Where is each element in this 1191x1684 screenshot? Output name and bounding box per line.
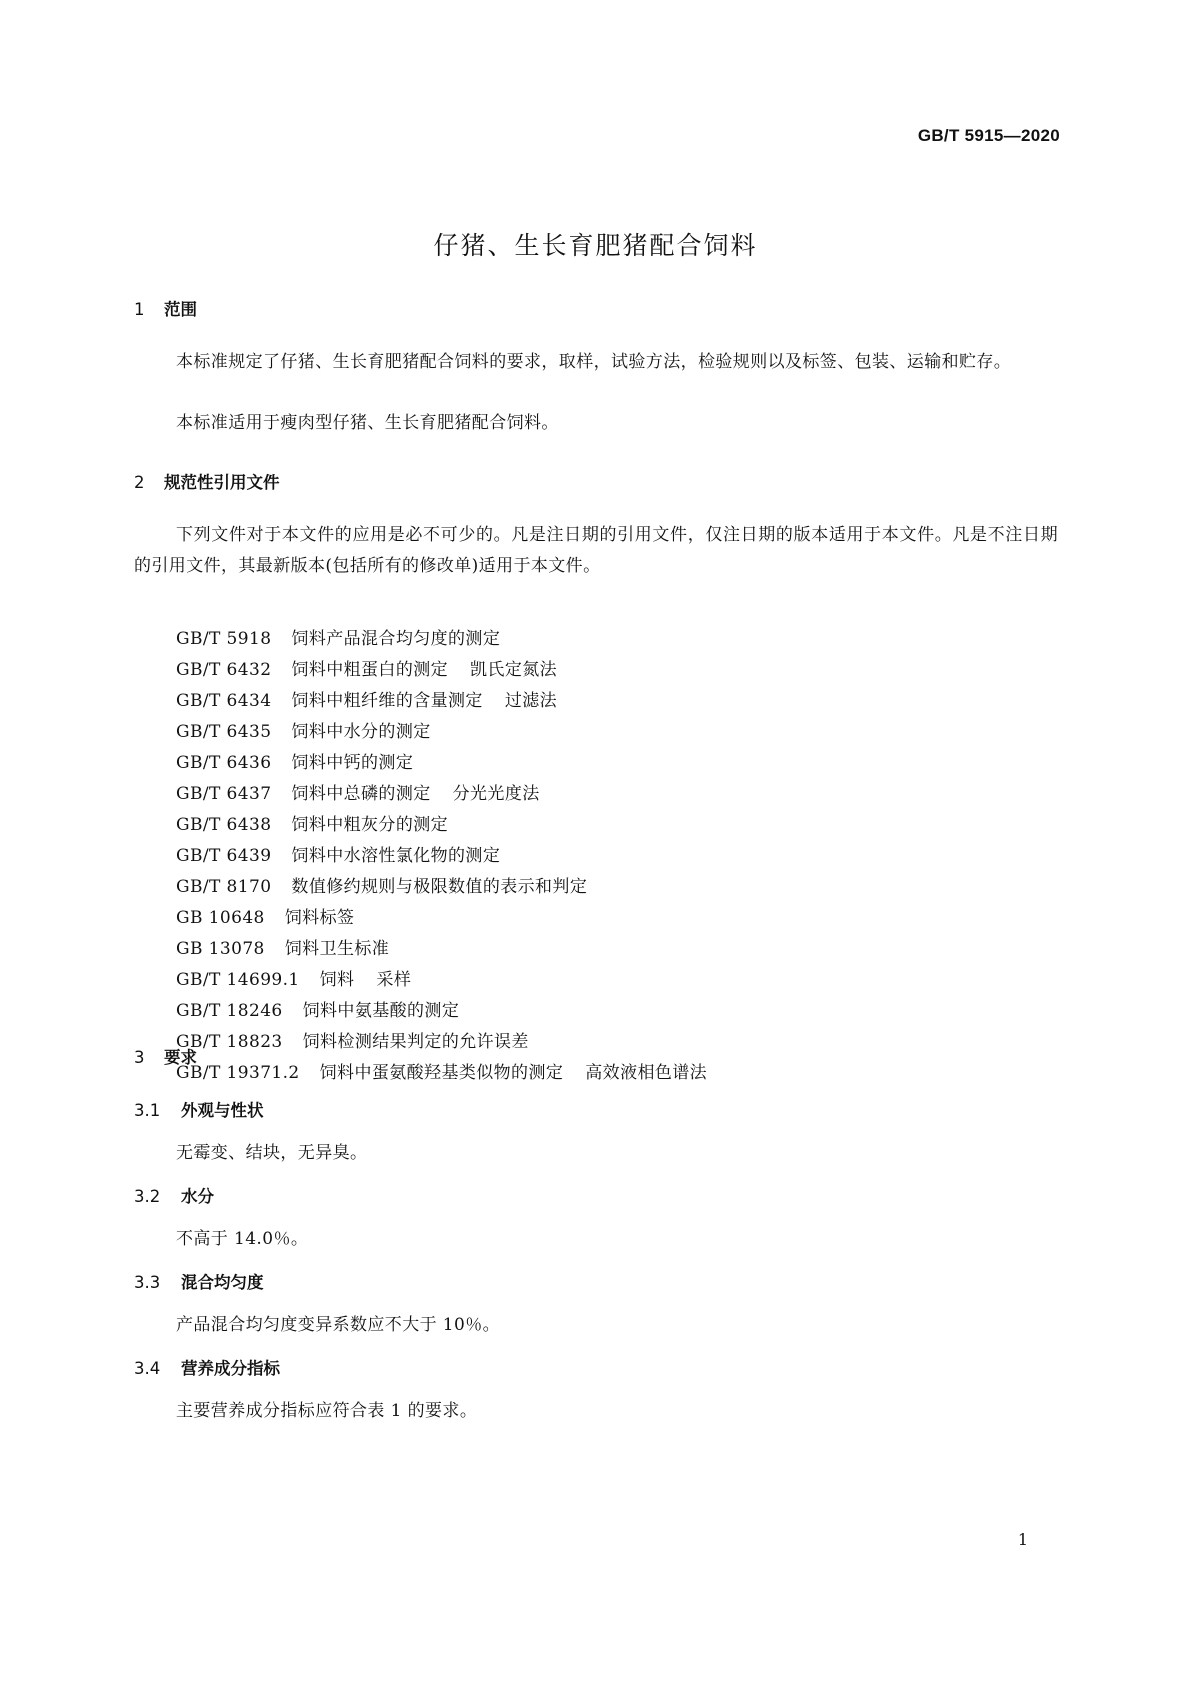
section-title: 范围 [164, 300, 197, 319]
subsection-3-3-heading [134, 1269, 264, 1293]
subsection-number: 3.2 [134, 1187, 161, 1206]
subsection-3-2-text: 不高于 14.0％。 [176, 1229, 309, 1249]
reference-title: 饲料中粗纤维的含量测定 [291, 691, 483, 711]
reference-method: 分光光度法 [452, 784, 540, 804]
reference-code: GB/T 14699.1 [176, 970, 300, 990]
section-1-paragraph-2: 本标准适用于瘦肉型仔猪、生长育肥猪配合饲料。 [176, 413, 559, 433]
reference-item [176, 686, 707, 717]
reference-item [176, 624, 707, 655]
reference-method: 过滤法 [504, 691, 558, 711]
reference-item [176, 934, 707, 965]
reference-item [176, 1058, 707, 1089]
reference-title: 饲料中水分的测定 [291, 722, 431, 742]
section-2-heading [134, 469, 280, 493]
subsection-3-4-heading [134, 1355, 280, 1379]
reference-title: 饲料卫生标准 [284, 939, 390, 959]
reference-code: GB/T 6437 [176, 784, 272, 804]
reference-code: GB/T 8170 [176, 877, 272, 897]
reference-title: 饲料中水溶性氯化物的测定 [291, 846, 501, 866]
reference-title: 数值修约规则与极限数值的表示和判定 [291, 877, 588, 897]
page-number: 1 [1017, 1530, 1028, 1549]
subsection-number: 3.4 [134, 1359, 161, 1378]
reference-item [176, 779, 707, 810]
reference-title: 饲料中粗蛋白的测定 [291, 660, 449, 680]
section-number: 3 [134, 1048, 145, 1067]
normative-references-list [176, 624, 707, 1089]
reference-code: GB 13078 [176, 939, 265, 959]
standard-code: GB/T 5915—2020 [917, 126, 1060, 145]
reference-code: GB/T 6438 [176, 815, 272, 835]
reference-code: GB/T 5918 [176, 629, 272, 649]
reference-title: 饲料产品混合均匀度的测定 [291, 629, 501, 649]
subsection-title: 混合均匀度 [181, 1273, 264, 1292]
section-title: 规范性引用文件 [164, 473, 280, 492]
subsection-title: 营养成分指标 [181, 1359, 280, 1378]
reference-title: 饲料中蛋氨酸羟基类似物的测定 [319, 1063, 564, 1083]
section-1-paragraph-1: 本标准规定了仔猪、生长育肥猪配合饲料的要求，取样，试验方法，检验规则以及标签、包装、运输和贮存。 [176, 352, 1012, 372]
reference-title: 饲料标签 [284, 908, 355, 928]
reference-code: GB 10648 [176, 908, 265, 928]
reference-code: GB/T 6434 [176, 691, 272, 711]
reference-method: 采样 [376, 970, 412, 990]
reference-item [176, 996, 707, 1027]
section-number: 1 [134, 300, 145, 319]
section-1-heading [134, 296, 197, 320]
subsection-3-2-heading [134, 1183, 214, 1207]
document-title: 仔猪、生长育肥猪配合饲料 [433, 231, 758, 260]
section-number: 2 [134, 473, 145, 492]
subsection-3-4-text: 主要营养成分指标应符合表 1 的要求。 [176, 1401, 478, 1421]
subsection-title: 水分 [181, 1187, 214, 1206]
reference-code: GB/T 19371.2 [176, 1063, 300, 1083]
reference-code: GB/T 18823 [176, 1032, 283, 1052]
section-3-heading [134, 1044, 197, 1068]
section-title: 要求 [164, 1048, 197, 1067]
subsection-3-1-heading [134, 1097, 264, 1121]
reference-item [176, 841, 707, 872]
reference-code: GB/T 6436 [176, 753, 272, 773]
section-2-paragraph-1: 下列文件对于本文件的应用是必不可少的。凡是注日期的引用文件，仅注日期的版本适用于本文件。凡是不注日期的引用文件，其最新版本(包括所有的修改单)适用于本文件。 [134, 525, 1058, 576]
reference-item [176, 810, 707, 841]
reference-item [176, 748, 707, 779]
reference-title: 饲料中粗灰分的测定 [291, 815, 449, 835]
reference-code: GB/T 6439 [176, 846, 272, 866]
reference-item [176, 655, 707, 686]
subsection-3-1-text: 无霉变、结块，无异臭。 [176, 1143, 368, 1163]
reference-item [176, 1027, 707, 1058]
reference-item [176, 965, 707, 996]
reference-title: 饲料 [319, 970, 355, 990]
subsection-title: 外观与性状 [181, 1101, 264, 1120]
reference-title: 饲料中总磷的测定 [291, 784, 431, 804]
reference-method: 高效液相色谱法 [585, 1063, 708, 1083]
reference-code: GB/T 6432 [176, 660, 272, 680]
subsection-number: 3.3 [134, 1273, 161, 1292]
reference-method: 凯氏定氮法 [470, 660, 558, 680]
reference-item [176, 717, 707, 748]
reference-item [176, 872, 707, 903]
reference-title: 饲料检测结果判定的允许误差 [302, 1032, 529, 1052]
subsection-3-3-text: 产品混合均匀度变异系数应不大于 10％。 [176, 1315, 501, 1335]
reference-title: 饲料中钙的测定 [291, 753, 414, 773]
reference-code: GB/T 18246 [176, 1001, 283, 1021]
subsection-number: 3.1 [134, 1101, 161, 1120]
reference-code: GB/T 6435 [176, 722, 272, 742]
reference-item [176, 903, 707, 934]
reference-title: 饲料中氨基酸的测定 [302, 1001, 460, 1021]
